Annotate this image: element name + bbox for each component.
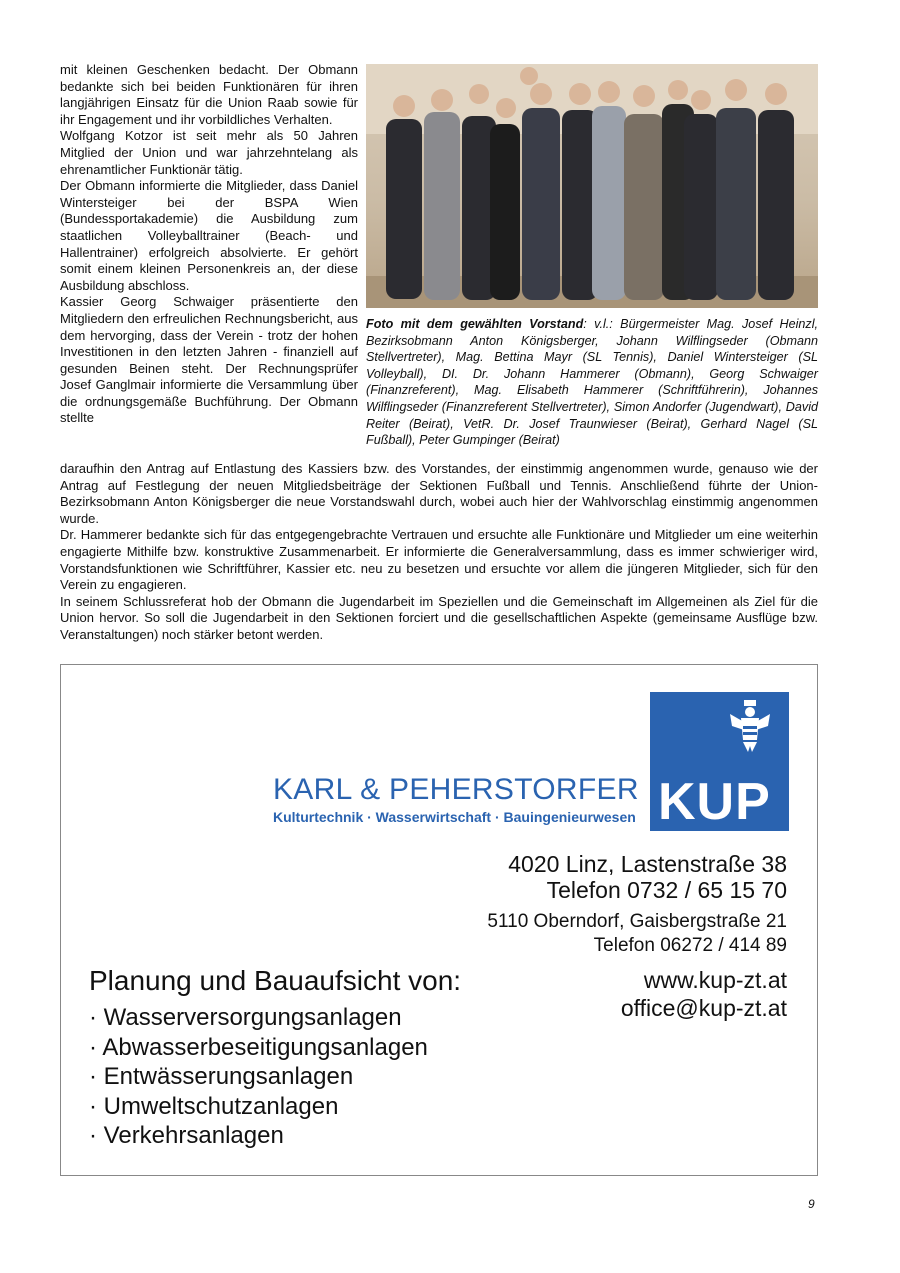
paragraph: Dr. Hammerer bedankte sich für das entgegengebrachte Vertrauen und ersuchte alle Funktionäre und Mitglieder um eine weiterhin engagierte Mithilfe bzw. konstruktive Zusammenarbeit. Er informierte die Generalversammlung, dass es immer schwieriger wird, Vorstandsfunktionen wie Schriftführer, Kassier etc. neu zu besetzen und ersuchte vor allem die jüngeren Mitglieder, sich für den Verein zu engagieren.	[60, 527, 818, 593]
paragraph: daraufhin den Antrag auf Entlastung des Kassiers bzw. des Vorstandes, der einstimmig angenommen wurde, genauso wie der Antrag auf Festlegung der neuen Mitgliedsbeiträge der Sektionen Fußball und Tennis. Anschließend führte der Union-Bezirksobmann Anton Königsberger die neue Vorstandswahl durch, wobei auch hier der Wahlvorschlag einstimmig angenommen wurde.	[60, 461, 818, 526]
list-item: · Abwasserbeseitigungsanlagen	[89, 1033, 428, 1061]
full-width-text	[60, 461, 818, 644]
caption-text: : v.l.: Bürgermeister Mag. Josef Heinzl, Bezirksobmann Anton Königsberger, Johann Wilflingseder (Obmann Stellvertreter), Mag. Bettina Mayr (SL Tennis), Daniel Wintersteiger (SL Volleyball), DI. Dr. Johann Hammerer (Obmann), Georg Schwaiger (Finanzreferent), Mag. Elisabeth Hammerer (Schriftführerin), Johannes Wilflingseder (Finanzreferent Stellvertreter), Simon Andorfer (Jugendwart), David Reiter (Beirat), VetR. Dr. Josef Traunwieser (Beirat), Gerhard Nagel (SL Fußball), Peter Gumpinger (Beirat)	[366, 317, 818, 448]
planning-title: Planung und Bauaufsicht von:	[89, 965, 462, 996]
paragraph: Der Obmann informierte die Mitglieder, dass Daniel Wintersteiger bei der BSPA Wien (Bundessportakademie) die Ausbildung zum staatlichen Volleyballtrainer (Beach- und Hallentrainer) erfolgreich absolvierte. Er gehört somit einem kleinen Personenkreis an, der diese Ausbildung abschloss.	[60, 178, 358, 293]
left-text-column	[60, 62, 358, 427]
paragraph: Wolfgang Kotzor ist seit mehr als 50 Jahren Mitglied der Union und war jahrzehntelang als ehrenamtlicher Funktionär tätig.	[60, 128, 358, 177]
list-item: · Wasserversorgungsanlagen	[89, 1004, 402, 1031]
list-item: · Umweltschutzanlagen	[89, 1092, 339, 1120]
firm-name: KARL & PEHERSTORFER	[273, 773, 639, 806]
email-link[interactable]: office@kup-zt.at	[620, 995, 787, 1021]
list-item: · Entwässerungsanlagen	[89, 1063, 354, 1090]
address-oberndorf: 5110 Oberndorf, Gaisbergstraße 21	[487, 911, 787, 932]
photo-caption	[366, 316, 818, 449]
caption-lead: Foto mit dem gewählten Vorstand	[366, 317, 584, 331]
services-list	[89, 1003, 428, 1151]
kup-logo-text: KUP	[658, 773, 771, 831]
group-photo-illustration	[366, 64, 818, 308]
austrian-eagle-icon	[728, 700, 772, 754]
phone-oberndorf: Telefon 06272 / 414 89	[593, 935, 787, 956]
website-link[interactable]: www.kup-zt.at	[643, 967, 787, 993]
kup-logo	[650, 692, 789, 831]
paragraph: In seinem Schlussreferat hob der Obmann die Jugendarbeit im Speziellen und die Gemeinschaft im Allgemeinen als Ziel für die Union hervor. So soll die Jugendarbeit in den Sektionen forciert und die gesellschaftlichen Aspekte (gemeinsame Ausflüge bzw. Veranstaltungen) noch stärker betont werden.	[60, 593, 818, 642]
address-linz: 4020 Linz, Lastenstraße 38	[508, 851, 787, 877]
paragraph: Kassier Georg Schwaiger präsentierte den Mitgliedern den erfreulichen Rechnungsbericht, aus dem hervorging, dass der Verein - trotz der hohen Investitionen in den letzten Jahren - finanziell auf gesunden Beinen steht. Der Rechnungsprüfer Josef Ganglmair informierte die Versammlung über die ordnungsgemäße Buchführung. Der Obmann stellte	[60, 294, 358, 426]
list-item: · Verkehrsanlagen	[89, 1122, 284, 1149]
paragraph: mit kleinen Geschenken bedacht. Der Obmann bedankte sich bei beiden Funktionären für ihren langjährigen Einsatz für die Union Raab sowie für ihr Engagement und ihr vorbildliches Verhalten.	[60, 62, 358, 127]
page-number: 9	[808, 1197, 815, 1211]
firm-subtitle: Kulturtechnik · Wasserwirtschaft · Bauingenieurwesen	[273, 809, 636, 825]
group-photo	[366, 64, 818, 308]
phone-linz: Telefon 0732 / 65 15 70	[546, 877, 787, 903]
kup-advertisement	[60, 664, 818, 1176]
